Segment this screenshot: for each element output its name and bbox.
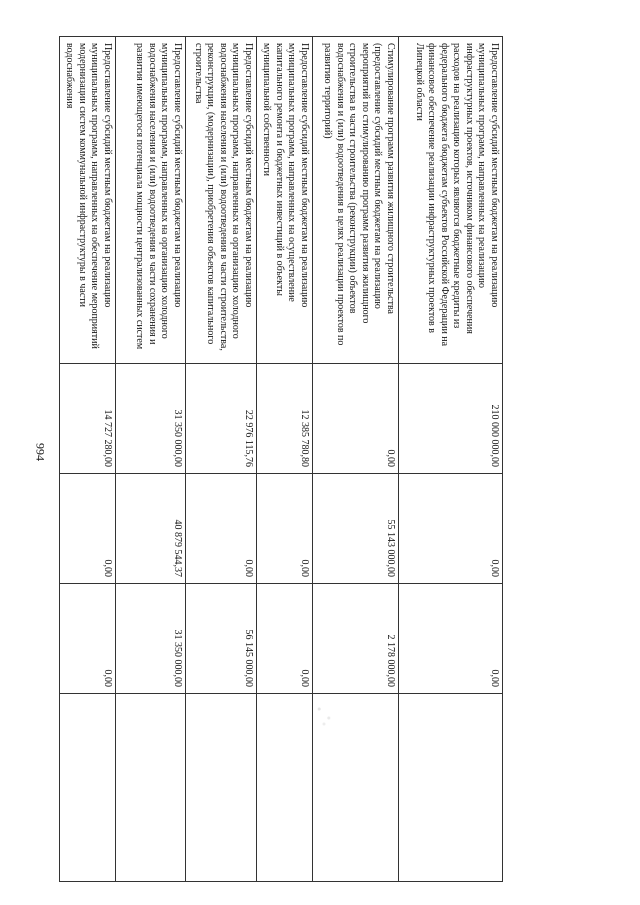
empty-cell [116, 694, 186, 882]
row-value-1: 14 727 280,00 [60, 364, 116, 474]
table-row [313, 37, 399, 882]
row-description: Предоставление субсидий местным бюджетам на реализацию муниципальных программ, направленных на организацию холодного водоснабжения населения и (или) водоотведения в части сохранения и развития имеющегося потенциала мощности централизованных систем [116, 37, 186, 364]
row-value-2: 40 879 544,37 [116, 474, 186, 584]
row-value-2: 0,00 [186, 474, 257, 584]
empty-cell [60, 694, 116, 882]
row-value-2: 0,00 [60, 474, 116, 584]
table-row [116, 37, 186, 882]
empty-cell [257, 694, 313, 882]
row-description: Стимулирование программ развития жилищного строительства (предоставление субсидий местным бюджетам на реализацию мероприятий по стимулированию программ развития жилищного строительства в части строительства (реконструкции) объектов водоснабжения и (или) водоотведения в целях реализации проектов по развитию территорий) [313, 37, 399, 364]
row-description: Предоставление субсидий местным бюджетам на реализацию муниципальных программ, направленных на реализацию инфраструктурных проектов, источником финансового обеспечения расходов на реализацию которых являются бюджетные кредиты из федерального бюджета бюджетам субъектов Российской Федерации на финансовое обеспечение реализации инфраструктурных проектов в Липецкой области [399, 37, 503, 364]
row-value-1: 31 350 000,00 [116, 364, 186, 474]
row-value-1: 12 385 780,80 [257, 364, 313, 474]
empty-cell [399, 694, 503, 882]
table-row [60, 37, 116, 882]
empty-cell [186, 694, 257, 882]
row-description: Предоставление субсидий местным бюджетам на реализацию муниципальных программ, направленных на организацию холодного водоснабжения населения и (или) водоотведения в части строительства, реконструкции, (модернизации), приобретения объектов капитального строительства [186, 37, 257, 364]
rotated-table-container [65, 36, 503, 881]
row-value-2: 55 143 000,00 [313, 474, 399, 584]
subsidy-table [59, 36, 503, 882]
page-number: 994 [33, 443, 48, 461]
row-value-3: 31 350 000,00 [116, 584, 186, 694]
table-row [186, 37, 257, 882]
row-value-1: 0,00 [313, 364, 399, 474]
row-description: Предоставление субсидий местным бюджетам на реализацию муниципальных программ, направленных на обеспечение мероприятий модернизации систем коммунальной инфраструктуры в части водоснабжения [60, 37, 116, 364]
row-value-1: 210 000 000,00 [399, 364, 503, 474]
empty-cell [313, 694, 399, 882]
row-description: Предоставление субсидий местным бюджетам на реализацию муниципальных программ, направленных на осуществление капитального ремонта и бюджетных инвестиций в объекты муниципальной собственности [257, 37, 313, 364]
table-row [257, 37, 313, 882]
row-value-3: 0,00 [257, 584, 313, 694]
table-row [399, 37, 503, 882]
row-value-2: 0,00 [257, 474, 313, 584]
row-value-3: 56 145 000,00 [186, 584, 257, 694]
row-value-2: 0,00 [399, 474, 503, 584]
row-value-1: 22 976 115,76 [186, 364, 257, 474]
row-value-3: 2 178 000,00 [313, 584, 399, 694]
row-value-3: 0,00 [60, 584, 116, 694]
row-value-3: 0,00 [399, 584, 503, 694]
